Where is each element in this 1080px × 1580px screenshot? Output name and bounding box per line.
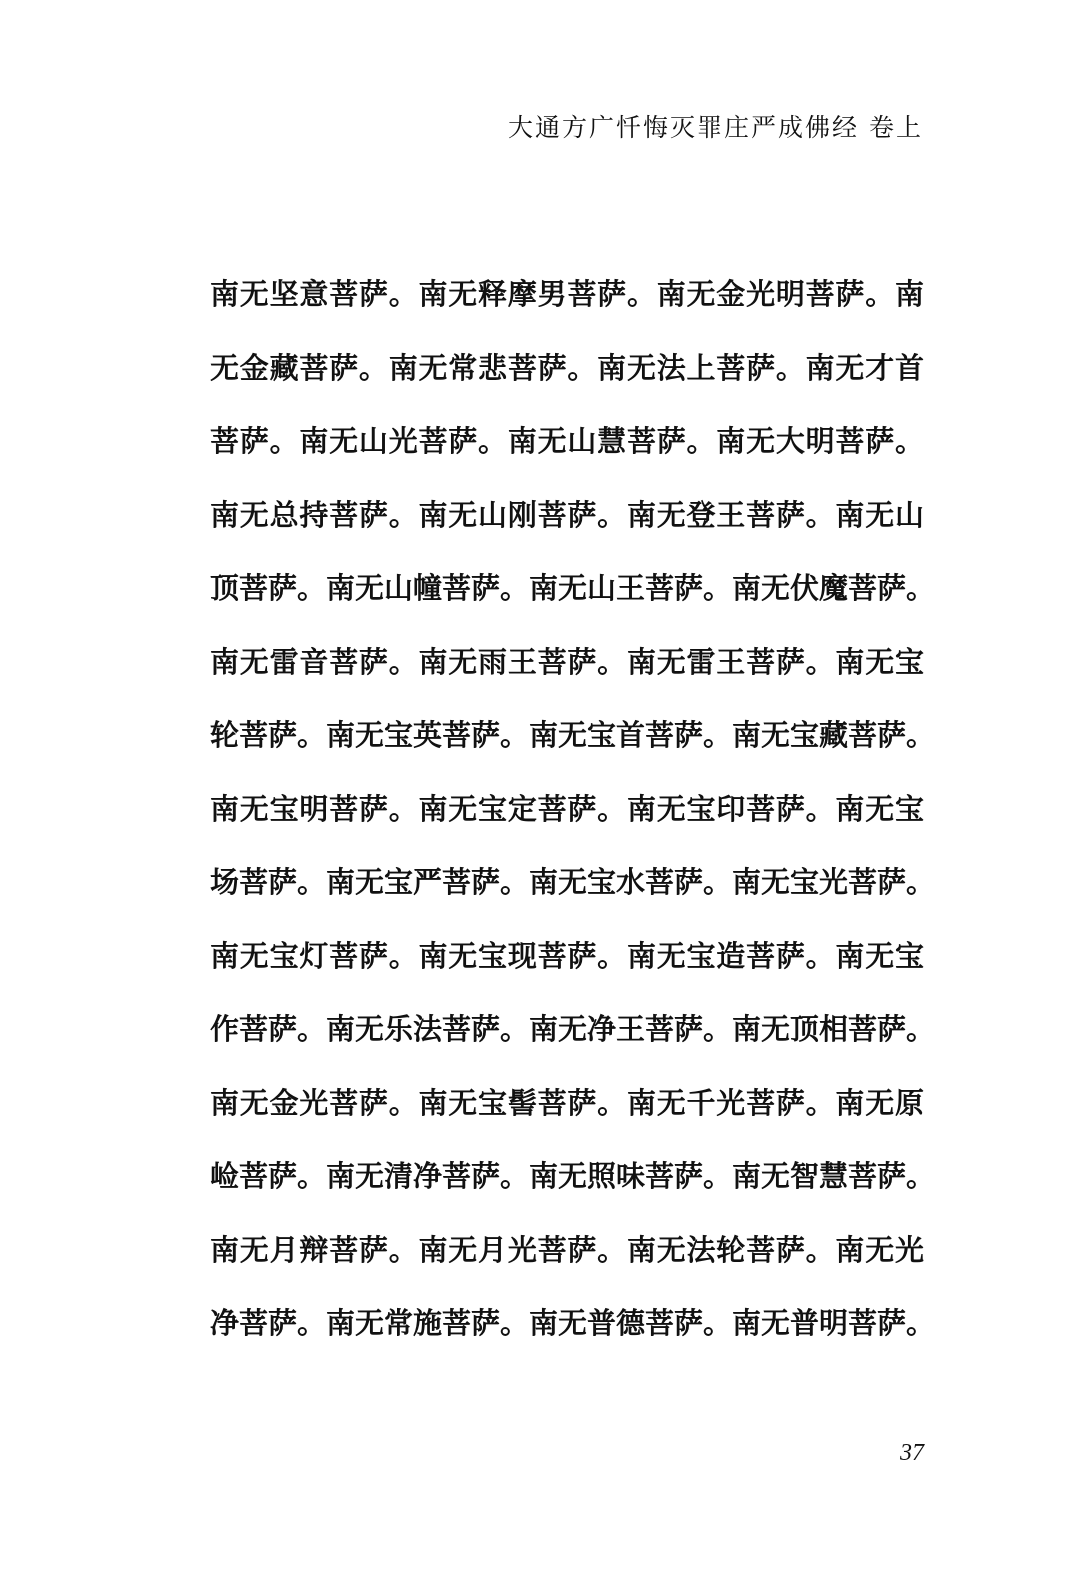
text-line: 轮菩萨。南无宝英菩萨。南无宝首菩萨。南无宝藏菩萨。 xyxy=(210,718,936,752)
text-line: 南无雷音菩萨。南无雨王菩萨。南无雷王菩萨。南无宝 xyxy=(210,644,924,679)
text-line: 南无坚意菩萨。南无释摩男菩萨。南无金光明菩萨。南 xyxy=(210,277,924,311)
text-line: 无金藏菩萨。南无常悲菩萨。南无法上菩萨。南无才首 xyxy=(210,350,924,385)
text-line: 崄菩萨。南无清净菩萨。南无照味菩萨。南无智慧菩萨。 xyxy=(210,1159,936,1193)
text-line: 场菩萨。南无宝严菩萨。南无宝水菩萨。南无宝光菩萨。 xyxy=(210,865,936,899)
text-line: 南无宝明菩萨。南无宝定菩萨。南无宝印菩萨。南无宝 xyxy=(210,791,924,826)
text-line: 南无总持菩萨。南无山刚菩萨。南无登王菩萨。南无山 xyxy=(210,497,924,532)
text-line: 南无月辩菩萨。南无月光菩萨。南无法轮菩萨。南无光 xyxy=(210,1232,924,1267)
page-number: 37 xyxy=(900,1440,924,1466)
text-line: 南无金光菩萨。南无宝髻菩萨。南无千光菩萨。南无原 xyxy=(210,1085,924,1120)
running-header: 大通方广忏悔灭罪庄严成佛经 卷上 xyxy=(508,113,923,142)
text-line: 南无宝灯菩萨。南无宝现菩萨。南无宝造菩萨。南无宝 xyxy=(210,938,924,973)
text-line: 菩萨。南无山光菩萨。南无山慧菩萨。南无大明菩萨。 xyxy=(210,424,924,458)
scripture-text-block xyxy=(210,258,936,1361)
text-line: 净菩萨。南无常施菩萨。南无普德菩萨。南无普明菩萨。 xyxy=(210,1306,936,1340)
text-line: 顶菩萨。南无山幢菩萨。南无山王菩萨。南无伏魔菩萨。 xyxy=(210,571,936,605)
text-line: 作菩萨。南无乐法菩萨。南无净王菩萨。南无顶相菩萨。 xyxy=(210,1012,936,1046)
